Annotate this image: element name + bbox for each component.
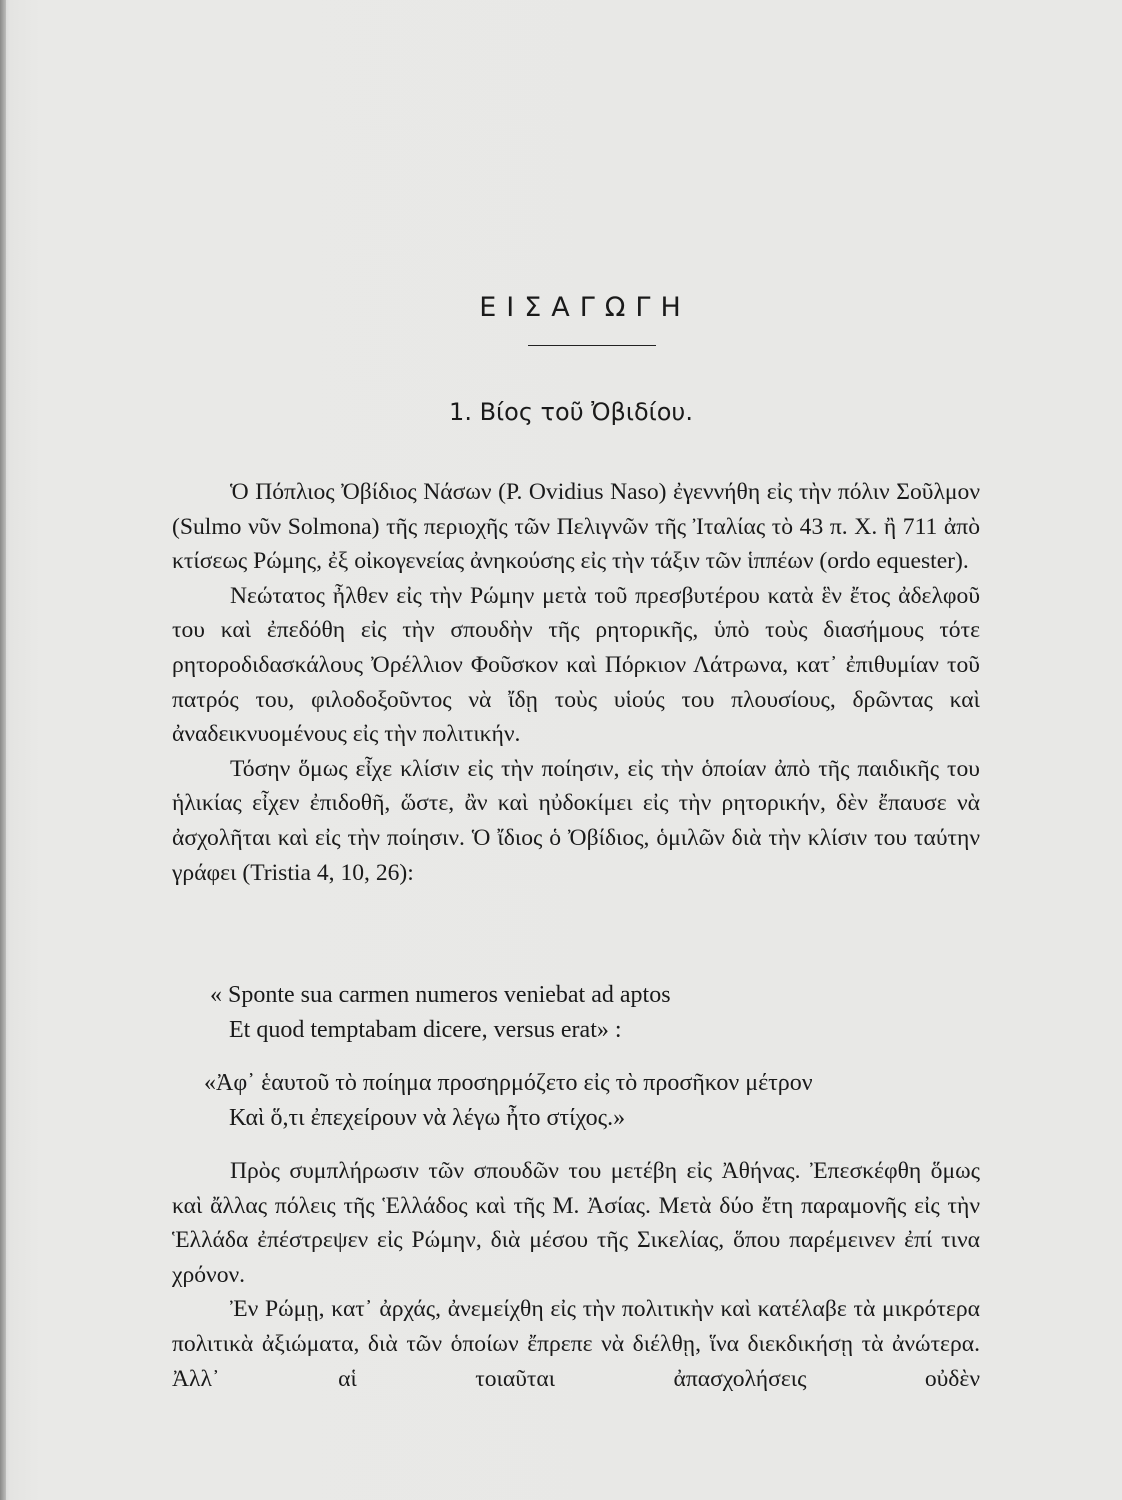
latin-verse-quote	[210, 978, 671, 1047]
title-divider	[528, 345, 656, 346]
verse-line: «Ἀφ᾽ ἑαυτοῦ τὸ ποίημα προσηρμόζετο εἰς τὸ προσῆκον μέτρον	[204, 1070, 813, 1096]
paragraph-poetry-inclination: Τόσην ὅμως εἶχε κλίσιν εἰς τὴν ποίησιν, εἰς τὴν ὁποίαν ἀπὸ τῆς παιδικῆς του ἡλικίας εἶχεν ἐπιδοθῆ, ὥστε, ἂν καὶ ηὐδοκίμει εἰς τὴν ρητορικήν, δὲν ἔπαυσε νὰ ἀσχολῆται καὶ εἰς τὴν ποίησιν. Ὁ ἴδιος ὁ Ὀβίδιος, ὁμιλῶν διὰ τὴν κλίσιν του ταύτην γράφει (Tristia 4, 10, 26):	[172, 755, 980, 886]
paragraph-athens: Πρὸς συμπλήρωσιν τῶν σπουδῶν του μετέβη εἰς Ἀθήνας. Ἐπεσκέφθη ὅμως καὶ ἄλλας πόλεις τῆς Ἑλλάδος καὶ τῆς Μ. Ἀσίας. Μετὰ δύο ἔτη παραμονῆς εἰς τὴν Ἑλλάδα ἐπέστρεψεν εἰς Ρώμην, διὰ μέσου τῆς Σικελίας, ὅπου παρέμεινεν ἐπί τινα χρόνον.	[172, 1158, 980, 1288]
greek-verse-quote	[204, 1066, 813, 1135]
paragraph-rome-rhetoric: Νεώτατος ἦλθεν εἰς τὴν Ρώμην μετὰ τοῦ πρεσβυτέρου κατὰ ἓν ἔτος ἀδελφοῦ του καὶ ἐπεδόθη εἰς τὴν σπουδὴν τῆς ρητορικῆς, ὑπὸ τοὺς διασήμους τότε ρητοροδιδασκάλους Ὀρέλλιον Φοῦσκον καὶ Πόρκιον Λάτρωνα, κατ᾽ ἐπιθυμίαν τοῦ πατρός του, φιλοδοξοῦντος νὰ ἴδῃ τοὺς υἱούς του πλουσίους, δρῶντας καὶ ἀναδεικνυομένους εἰς τὴν πολιτικήν.	[172, 582, 980, 748]
body-text-bottom	[172, 1154, 980, 1396]
chapter-title: ΕΙΣΑΓΩΓΗ	[479, 292, 691, 323]
body-text-top	[172, 475, 980, 890]
page-binding-edge	[0, 0, 6, 1500]
paragraph-birth: Ὁ Πόπλιος Ὀβίδιος Νάσων (P. Ovidius Naso) ἐγεννήθη εἰς τὴν πόλιν Σοῦλμον (Sulmo νῦν Solmona) τῆς περιοχῆς τῶν Πελιγνῶν τῆς Ἰταλίας τὸ 43 π. Χ. ἢ 711 ἀπὸ κτίσεως Ρώμης, ἐξ οἰκογενείας ἀνηκούσης εἰς τὴν τάξιν τῶν ἱππέων (ordo equester).	[172, 479, 980, 575]
section-heading: 1. Βίος τοῦ Ὀβιδίου.	[449, 398, 693, 426]
verse-line: Et quod temptabam dicere, versus erat» :	[229, 1016, 622, 1043]
verse-line: Καὶ ὅ,τι ἐπεχείρουν νὰ λέγω ἦτο στίχος.»	[229, 1104, 626, 1131]
paragraph-politics: Ἐν Ρώμῃ, κατ᾽ ἀρχάς, ἀνεμείχθη εἰς τὴν πολιτικὴν καὶ κατέλαβε τὰ μικρότερα πολιτικὰ ἀξιώματα, διὰ τῶν ὁποίων ἔπρεπε νὰ διέλθῃ, ἵνα διεκδικήσῃ τὰ ἀνώτερα. Ἀλλ᾽ αἱ τοιαῦται ἀπασχολήσεις οὐδὲν	[172, 1296, 980, 1392]
verse-line: « Sponte sua carmen numeros veniebat ad aptos	[210, 982, 671, 1008]
